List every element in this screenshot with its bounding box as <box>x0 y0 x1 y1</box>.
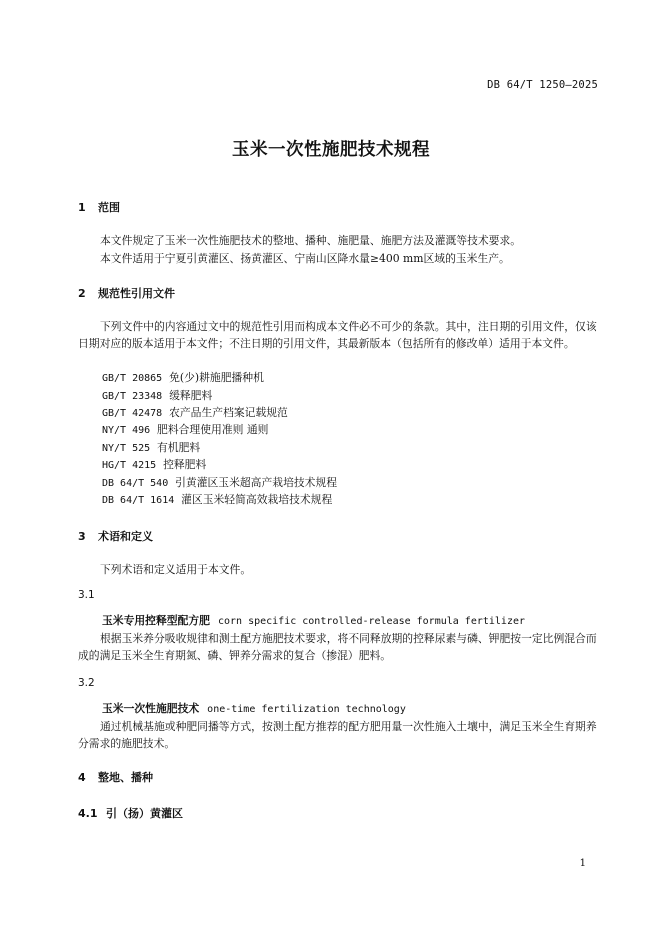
ref-code: NY/T 496 <box>102 425 151 436</box>
ref-name: 引黄灌区玉米超高产栽培技术规程 <box>175 476 338 489</box>
term-number: 3.2 <box>78 677 95 689</box>
section-1-para-1: 本文件规定了玉米一次性施肥技术的整地、播种、施肥量、施肥方法及灌溉等技术要求。 <box>100 234 522 247</box>
section-2-title: 规范性引用文件 <box>98 287 175 300</box>
section-2-intro: 下列文件中的内容通过文中的规范性引用而构成本文件必不可少的条款。其中，注日期的引用文件，仅该日期对应的版本适用于本文件；不注日期的引用文件，其最新版本（包括所有的修改单）适用于本文件。 <box>78 320 597 350</box>
ref-item <box>102 370 264 385</box>
section-4-title: 整地、播种 <box>98 771 153 784</box>
section-2-number: 2 <box>78 287 86 300</box>
term-english: corn specific controlled-release formula fertilizer <box>217 616 526 627</box>
section-3-heading <box>78 528 153 544</box>
ref-item <box>102 422 268 437</box>
ref-code: DB 64/T 540 <box>102 478 169 489</box>
ref-item <box>102 492 332 507</box>
section-1-heading <box>78 199 120 215</box>
section-4-heading <box>78 769 153 785</box>
ref-item <box>102 440 200 455</box>
section-1-title: 范围 <box>98 201 120 214</box>
ref-name: 肥料合理使用准则 通则 <box>157 423 269 436</box>
ref-item <box>102 405 288 420</box>
term-heading <box>102 613 525 628</box>
section-3-intro: 下列术语和定义适用于本文件。 <box>100 563 252 576</box>
section-2-heading <box>78 285 175 301</box>
section-1-number: 1 <box>78 201 86 214</box>
ref-name: 农产品生产档案记载规范 <box>169 406 288 419</box>
term-chinese: 玉米一次性施肥技术 <box>102 702 200 715</box>
term-english: one-time fertilization technology <box>207 704 406 715</box>
ref-code: DB 64/T 1614 <box>102 495 175 506</box>
section-1-para-2: 本文件适用于宁夏引黄灌区、扬黄灌区、宁南山区降水量≥400 mm区域的玉米生产。 <box>100 252 510 265</box>
standard-code: DB 64/T 1250—2025 <box>487 79 598 91</box>
subsection-4-1-title: 引（扬）黄灌区 <box>106 807 183 820</box>
term-heading <box>102 701 406 716</box>
document-title: 玉米一次性施肥技术规程 <box>232 140 430 160</box>
ref-name: 有机肥料 <box>157 441 201 454</box>
term-chinese: 玉米专用控释型配方肥 <box>102 614 210 627</box>
term-definition: 通过机械基施或种肥同播等方式，按测土配方推荐的配方肥用量一次性施入土壤中，满足玉米全生育期养分需求的施肥技术。 <box>78 720 597 750</box>
page-number: 1 <box>579 858 586 869</box>
ref-name: 灌区玉米轻简高效栽培技术规程 <box>181 493 333 506</box>
ref-name: 控释肥料 <box>163 458 207 471</box>
ref-code: GB/T 42478 <box>102 408 163 419</box>
ref-name: 免(少)耕施肥播种机 <box>169 371 264 384</box>
section-3-title: 术语和定义 <box>98 530 153 543</box>
ref-code: GB/T 20865 <box>102 373 163 384</box>
subsection-4-1-number: 4.1 <box>78 807 98 820</box>
term-definition: 根据玉米养分吸收规律和测土配方施肥技术要求，将不同释放期的控释尿素与磷、钾肥按一定比例混合而成的满足玉米全生育期氮、磷、钾养分需求的复合（掺混）肥料。 <box>78 632 597 662</box>
subsection-4-1-heading <box>78 805 183 821</box>
ref-code: NY/T 525 <box>102 443 151 454</box>
section-4-number: 4 <box>78 771 86 784</box>
section-3-number: 3 <box>78 530 86 543</box>
ref-name: 缓释肥料 <box>169 389 213 402</box>
ref-item <box>102 388 212 403</box>
ref-item <box>102 457 206 472</box>
ref-item <box>102 475 337 490</box>
ref-code: HG/T 4215 <box>102 460 157 471</box>
term-number: 3.1 <box>78 589 95 601</box>
ref-code: GB/T 23348 <box>102 391 163 402</box>
